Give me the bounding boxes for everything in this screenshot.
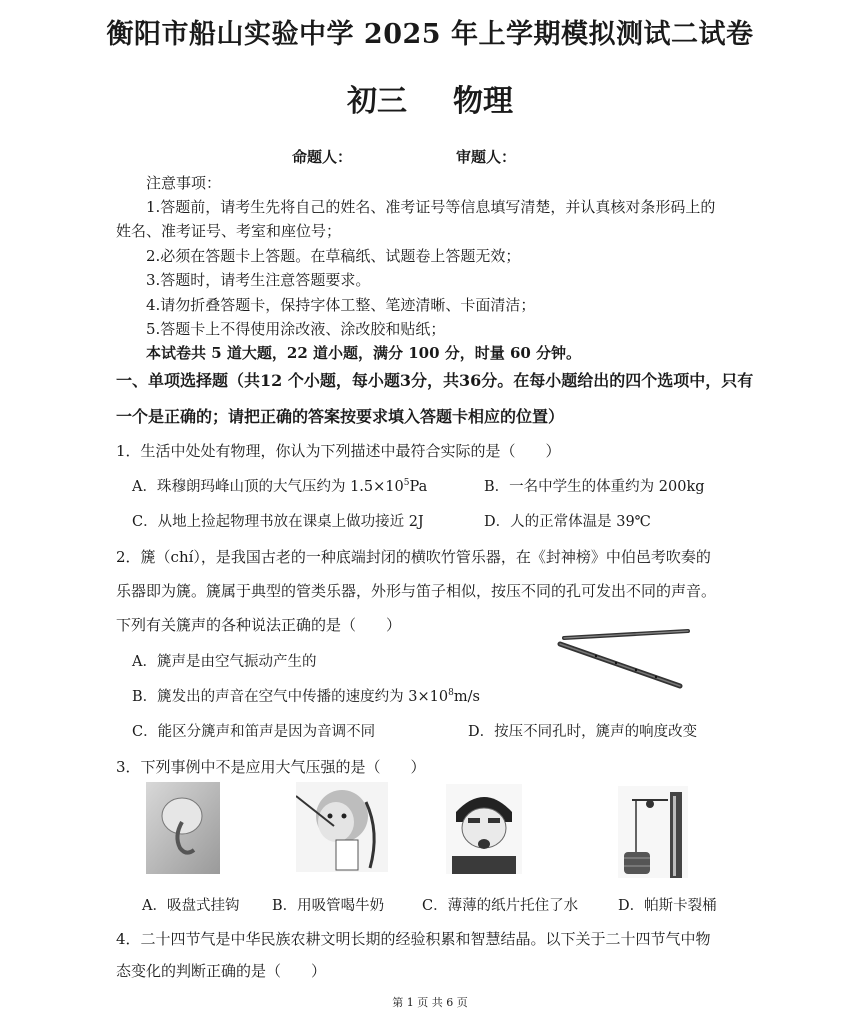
question-2-line-1: 2．篪（chí），是我国古老的一种底端封闭的横吹竹管乐器，在《封神榜》中伯邑考吹奏的 <box>116 548 711 566</box>
question-1-option-c: C．从地上捡起物理书放在课桌上做功接近 2J <box>132 514 424 530</box>
pascal-barrel-picture <box>618 786 688 878</box>
notice-heading: 注意事项： <box>146 174 222 192</box>
question-1-stem: 1．生活中处处有物理，你认为下列描述中最符合实际的是（ ） <box>116 442 561 460</box>
notice-item-2: 2.必须在答题卡上答题。在草稿纸、试题卷上答题无效； <box>146 247 521 265</box>
question-1-option-d: D．人的正常体温是 39℃ <box>484 514 651 530</box>
section-1-heading-line-2: 一个是正确的；请把正确的答案按要求填入答题卡相应的位置） <box>116 407 565 426</box>
q1-a-unit: Pa <box>409 479 428 495</box>
notice-item-5: 5.答题卡上不得使用涂改液、涂改胶和贴纸； <box>146 320 446 338</box>
question-2-line-2: 乐器即为篪。篪属于典型的管类乐器，外形与笛子相似，按压不同的孔可发出不同的声音。 <box>116 582 717 600</box>
flute-illustration <box>556 626 696 692</box>
question-2-option-a: A．篪声是由空气振动产生的 <box>132 654 317 670</box>
question-3-option-c: C．薄薄的纸片托住了水 <box>422 898 579 914</box>
question-1-option-b: B．一名中学生的体重约为 200kg <box>484 479 705 495</box>
notice-item-3: 3.答题时，请考生注意答题要求。 <box>146 271 371 289</box>
question-2-option-b <box>132 685 480 706</box>
footer-total-pages: 6 <box>446 996 454 1009</box>
question-3-option-b: B．用吸管喝牛奶 <box>272 898 385 914</box>
q1-a-text: A．珠穆朗玛峰山顶的大气压约为 1.5×10 <box>132 479 404 495</box>
q1-a-exponent: 5 <box>403 478 410 489</box>
suction-hook-picture <box>146 782 220 874</box>
question-4-line-2: 态变化的判断正确的是（ ） <box>116 962 327 980</box>
reviewer-label: 审题人： <box>456 148 517 166</box>
q2-b-unit: m/s <box>453 689 480 705</box>
question-2-option-c: C．能区分篪声和笛声是因为音调不同 <box>132 724 376 740</box>
notice-item-1-line-2: 姓名、准考证号、考室和座位号； <box>116 222 342 240</box>
paper-holds-water-picture <box>446 784 522 874</box>
exam-summary: 本试卷共 5 道大题，22 道小题，满分 100 分，时量 60 分钟。 <box>146 344 582 362</box>
notice-item-1-line-1: 1.答题前，请考生先将自己的姓名、准考证号等信息填写清楚，并认真核对条形码上的 <box>146 198 716 216</box>
question-2-option-d: D．按压不同孔时，篪声的响度改变 <box>468 724 698 740</box>
footer-mid: 页 共 <box>417 996 443 1009</box>
question-4-line-1: 4．二十四节气是中华民族农耕文明长期的经验积累和智慧结晶。以下关于二十四节气中物 <box>116 930 711 948</box>
drinking-straw-picture <box>296 782 388 872</box>
subject-label: 物理 <box>453 84 513 119</box>
section-1-heading-line-1: 一、单项选择题（共12 个小题，每小题3分，共36分。在每小题给出的四个选项中，只有 <box>116 371 754 390</box>
question-3-stem: 3．下列事例中不是应用大气压强的是（ ） <box>116 758 426 776</box>
grade-label: 初三 <box>347 84 407 119</box>
exam-title: 衡阳市船山实验中学 2025 年上学期模拟测试二试卷 <box>106 19 754 50</box>
question-2-line-3: 下列有关篪声的各种说法正确的是（ ） <box>116 616 402 634</box>
notice-item-4: 4.请勿折叠答题卡，保持字体工整、笔迹清晰、卡面清洁； <box>146 296 536 314</box>
footer-pre: 第 <box>392 996 404 1009</box>
footer-post: 页 <box>456 996 468 1009</box>
page-footer <box>0 994 860 1010</box>
question-3-option-a: A．吸盘式挂钩 <box>142 898 240 914</box>
question-3-option-d: D．帕斯卡裂桶 <box>618 898 717 914</box>
subject-heading <box>0 76 860 120</box>
q2-b-text: B．篪发出的声音在空气中传播的速度约为 3×10 <box>132 689 449 705</box>
authors-line <box>292 146 516 167</box>
question-1-option-a <box>132 475 427 496</box>
q2-b-exponent: 8 <box>448 688 454 699</box>
setter-label: 命题人： <box>292 148 353 166</box>
footer-page-number: 1 <box>406 996 414 1009</box>
